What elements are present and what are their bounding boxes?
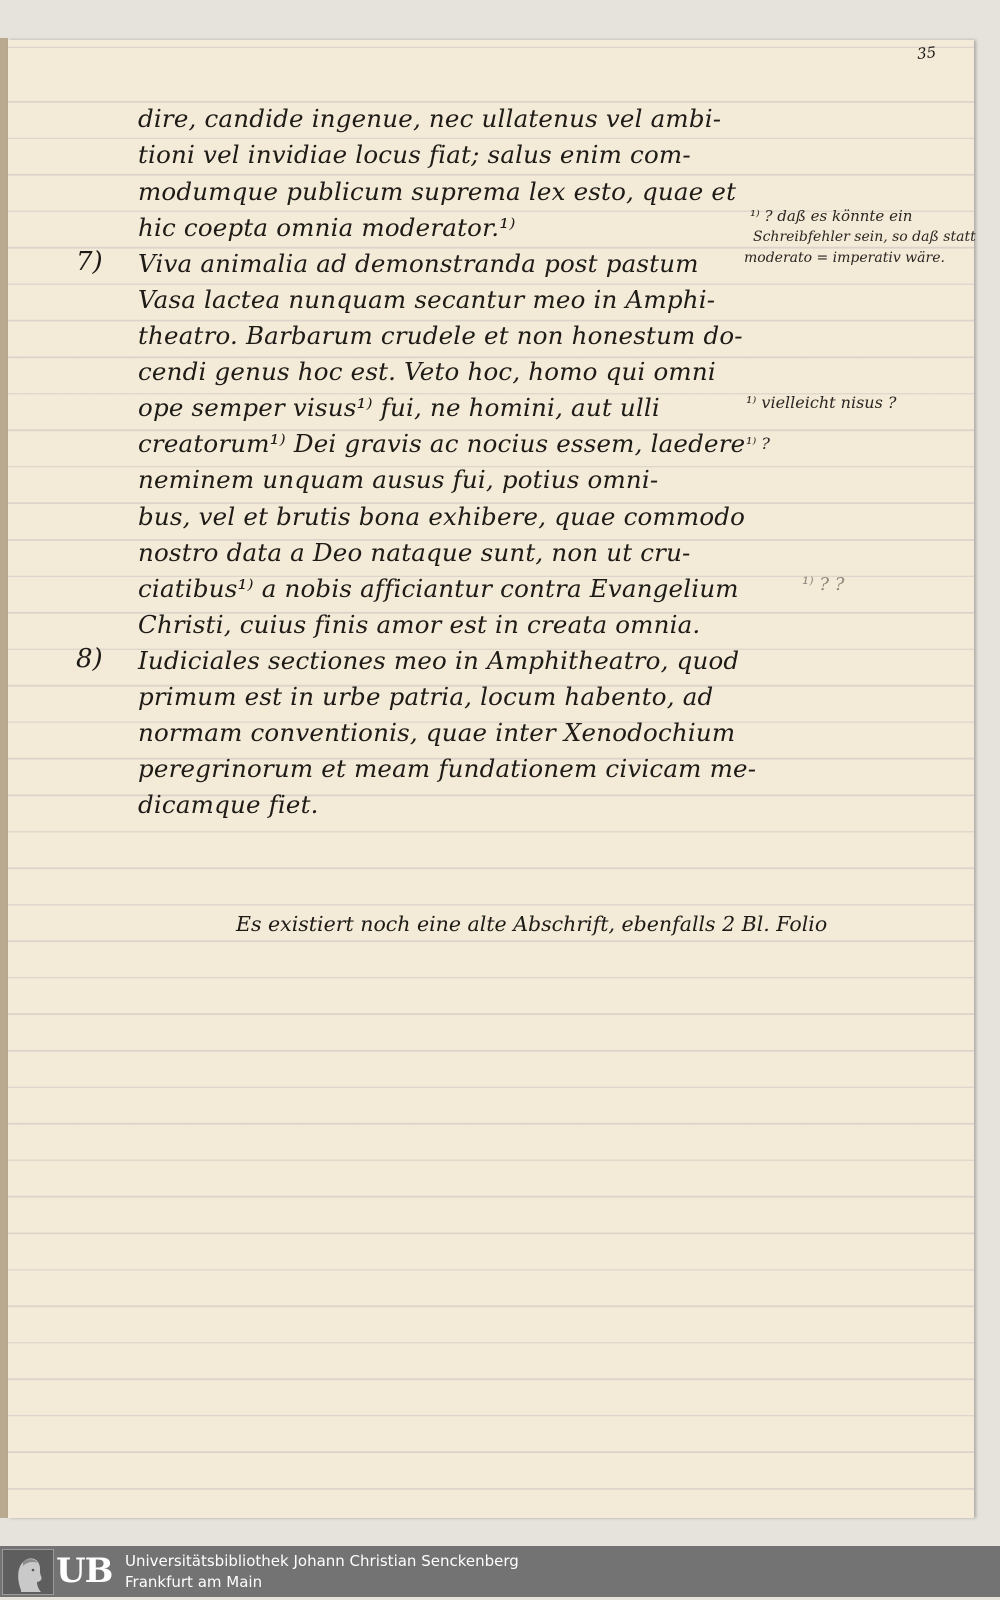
item-number: 8) xyxy=(76,644,103,674)
institution-city: Frankfurt am Main xyxy=(125,1573,263,1591)
margin-note: ¹⁾ ? xyxy=(746,434,771,453)
archival-note: Es existiert noch eine alte Abschrift, ebenfalls 2 Bl. Folio xyxy=(236,912,828,936)
text-line: Viva animalia ad demonstranda post pastum xyxy=(138,249,699,278)
text-line: ciatibus¹⁾ a nobis afficiantur contra Evangelium xyxy=(138,574,739,603)
item-number: 7) xyxy=(76,247,103,277)
text-line: modumque publicum suprema lex esto, quae et xyxy=(138,177,737,206)
institution-name: Universitätsbibliothek Johann Christian Senckenberg xyxy=(125,1552,519,1570)
goethe-portrait-icon xyxy=(2,1549,54,1595)
text-line: primum est in urbe patria, locum habento, ad xyxy=(138,682,714,711)
text-line: creatorum¹⁾ Dei gravis ac nocius essem, laedere xyxy=(138,429,746,458)
library-logo xyxy=(2,1549,114,1595)
text-line: hic coepta omnia moderator.¹⁾ xyxy=(138,213,516,242)
text-line: nostro data a Deo nataque sunt, non ut cru- xyxy=(138,538,691,567)
text-line: Iudiciales sectiones meo in Amphitheatro, quod xyxy=(138,646,740,675)
text-line: neminem unquam ausus fui, potius omni- xyxy=(138,465,659,494)
margin-note: ¹⁾ vielleicht nisus ? xyxy=(746,393,897,412)
text-line: theatro. Barbarum crudele et non honestum do- xyxy=(138,321,743,350)
margin-note: moderato = imperativ wäre. xyxy=(744,250,945,266)
margin-note: ¹⁾ ? ? xyxy=(802,574,845,595)
text-line: bus, vel et brutis bona exhibere, quae commodo xyxy=(138,502,746,531)
margin-note: ¹⁾ ? daß es könnte ein xyxy=(750,207,913,225)
text-line: cendi genus hoc est. Veto hoc, homo qui omni xyxy=(138,357,716,386)
margin-note: Schreibfehler sein, so daß statt xyxy=(753,229,976,245)
text-line: ope semper visus¹⁾ fui, ne homini, aut ulli xyxy=(138,393,660,422)
text-line: Vasa lactea nunquam secantur meo in Amphi- xyxy=(138,285,716,314)
text-line: Christi, cuius finis amor est in creata omnia. xyxy=(138,610,701,639)
text-line: dire, candide ingenue, nec ullatenus vel ambi- xyxy=(138,104,722,133)
page-edge xyxy=(0,38,8,1518)
text-line: tioni vel invidiae locus fiat; salus enim com- xyxy=(138,140,691,169)
page-number: 35 xyxy=(916,43,937,63)
logo-text: UB xyxy=(56,1551,113,1591)
text-line: normam conventionis, quae inter Xenodochium xyxy=(138,718,736,747)
text-line: dicamque fiet. xyxy=(138,790,319,819)
text-line: peregrinorum et meam fundationem civicam me- xyxy=(138,754,757,783)
